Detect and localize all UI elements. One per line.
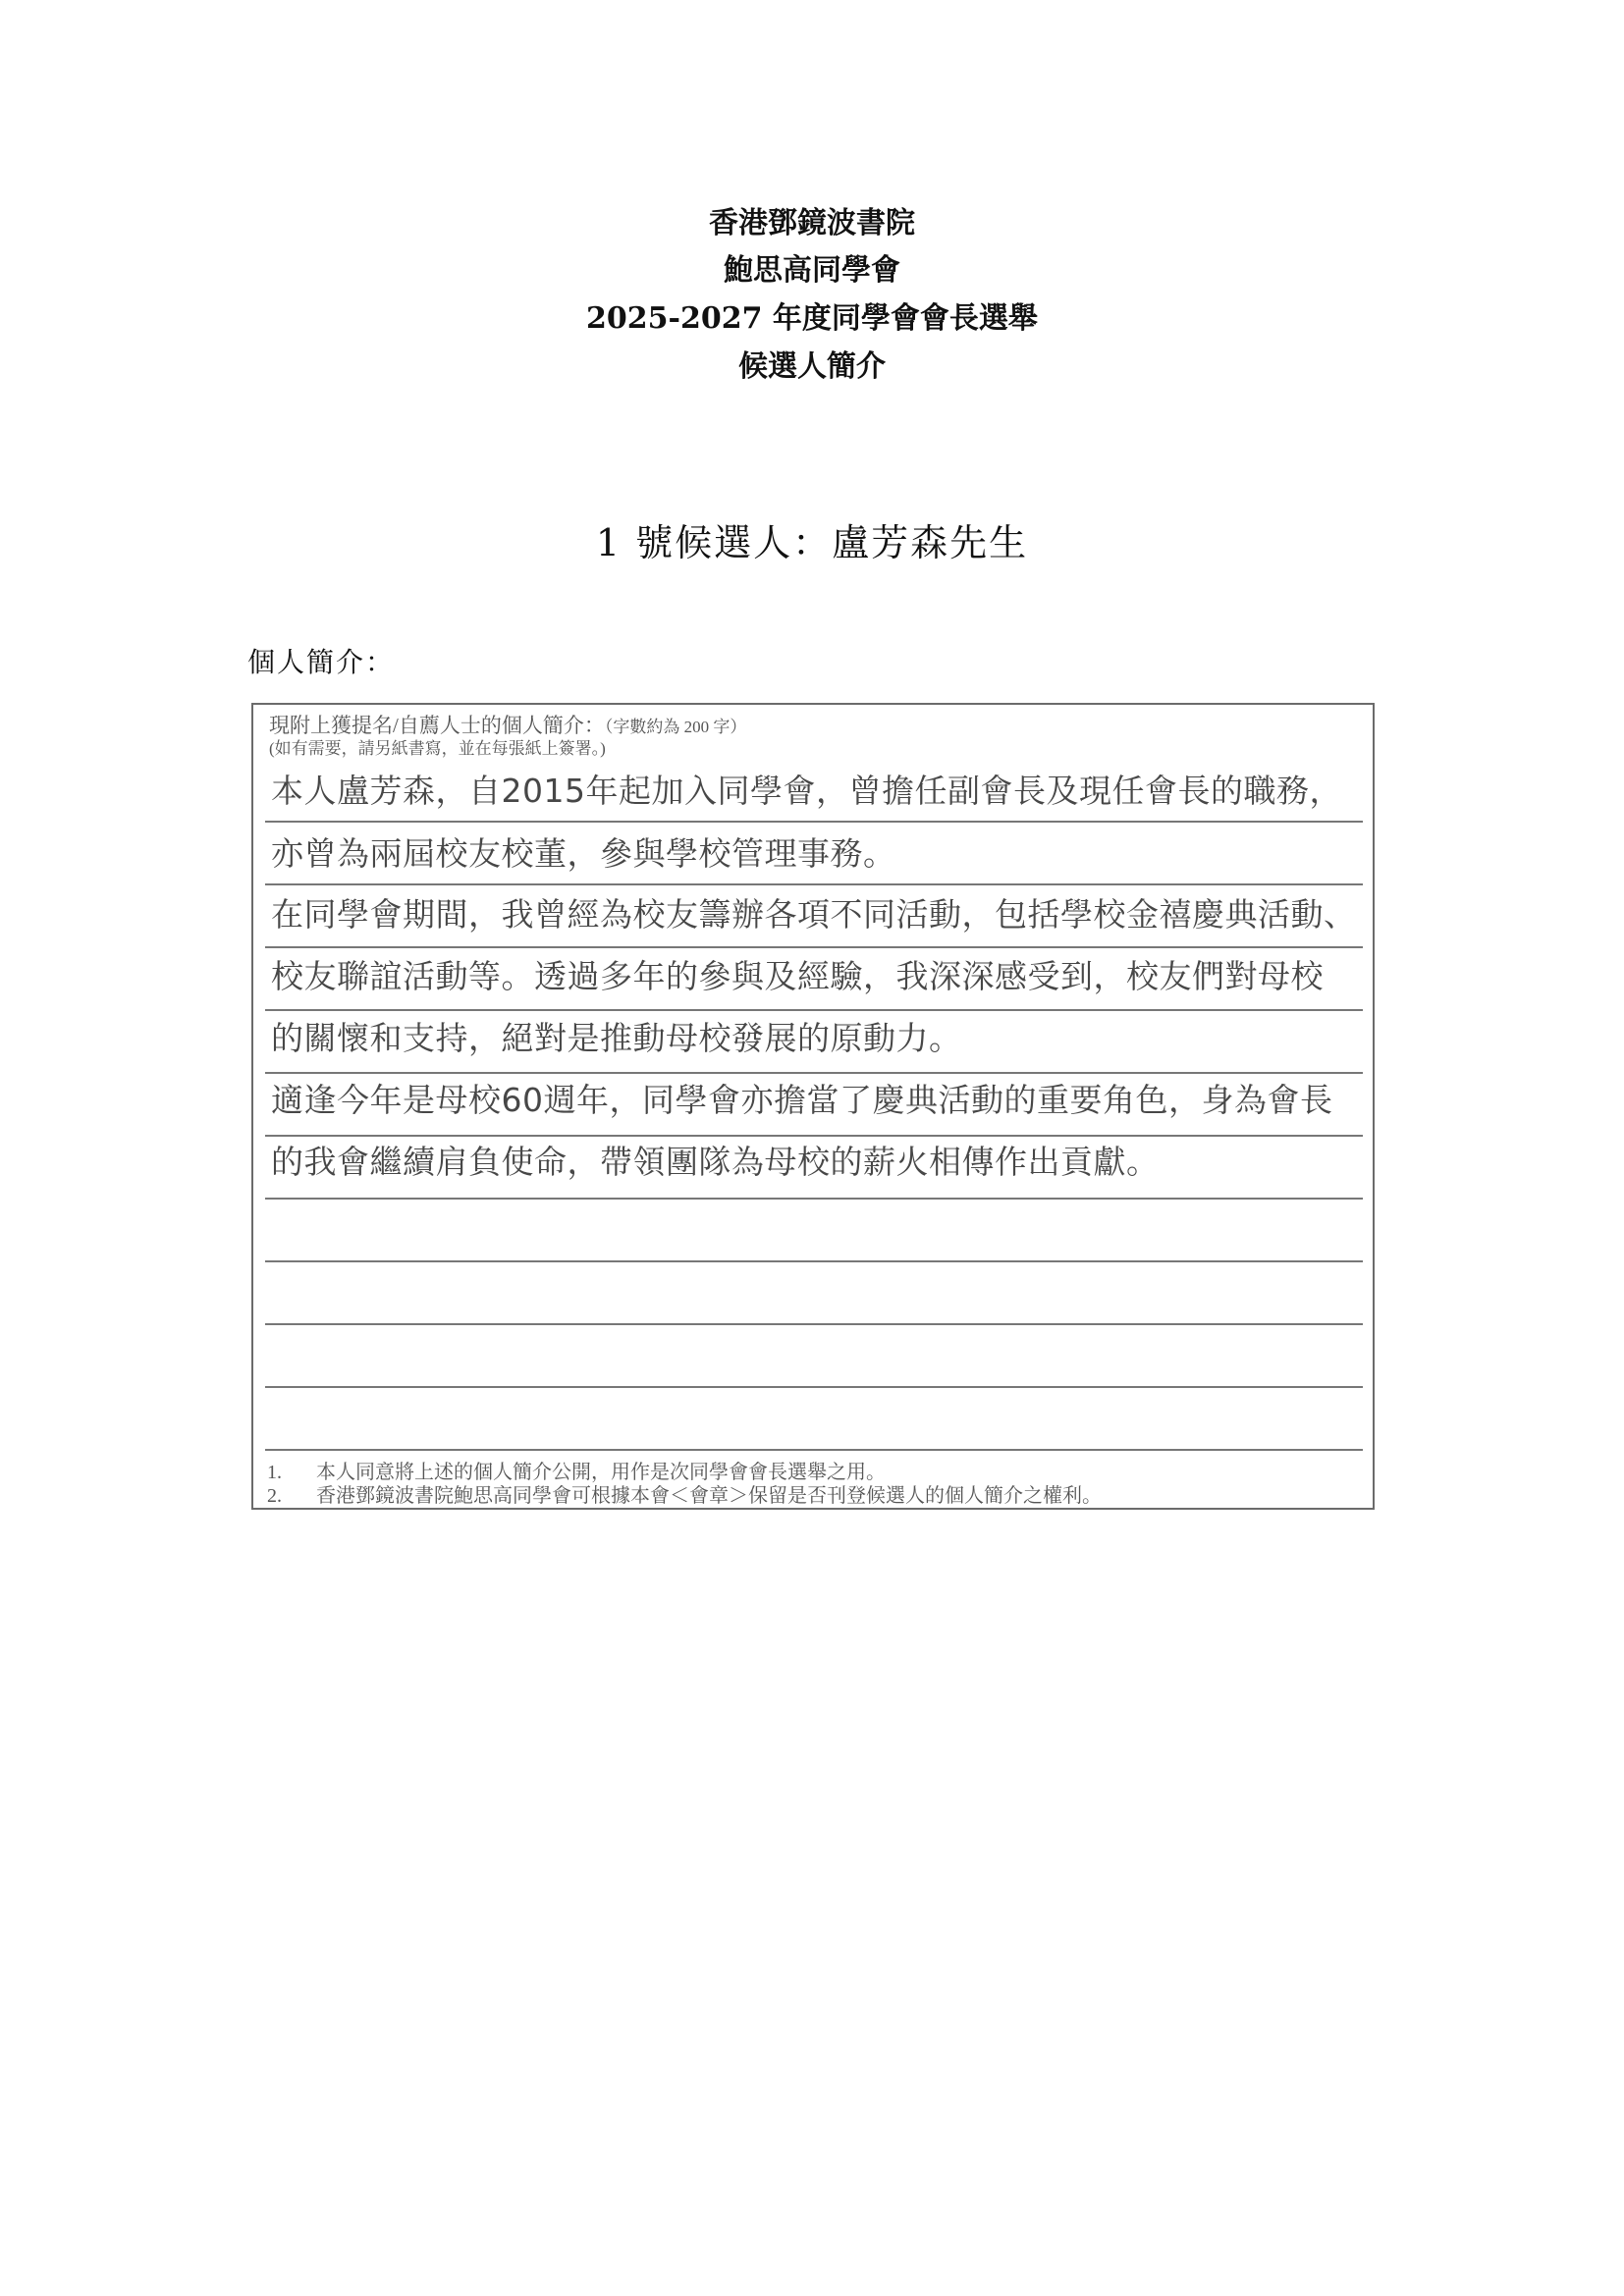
instruction-word-count: （字數約為 200 字） [604, 718, 747, 736]
profile-line: 的關懷和支持，絕對是推動母校發展的原動力。 [271, 1019, 962, 1057]
writing-rule [265, 1198, 1363, 1200]
writing-rule [265, 1323, 1363, 1325]
profile-line: 校友聯誼活動等。透過多年的參與及經驗，我深深感受到，校友們對母校 [271, 957, 1324, 995]
election-title: 2025-2027 年度同學會會長選舉 [586, 301, 1038, 336]
profile-form [251, 703, 1375, 1510]
writing-rule [265, 883, 1363, 885]
school-name: 香港鄧鏡波書院 [709, 206, 915, 240]
note-text: 香港鄧鏡波書院鮑思高同學會可根據本會＜會章＞保留是否刊登候選人的個人簡介之權利。 [316, 1485, 1102, 1507]
writing-rule [265, 1260, 1363, 1262]
rights-note [267, 1484, 1102, 1508]
candidate-heading: 1 號候選人：盧芳森先生 [595, 521, 1029, 564]
note-number: 1. [267, 1462, 282, 1483]
profile-line: 的我會繼續肩負使命，帶領團隊為母校的薪火相傳作出貢獻。 [271, 1143, 1160, 1181]
form-instruction-sub: (如有需要，請另紙書寫，並在每張紙上簽署。) [269, 739, 606, 758]
association-name: 鮑思高同學會 [724, 253, 900, 288]
instruction-main: 現附上獲提名/自薦人士的個人簡介： [269, 714, 605, 737]
writing-rule [265, 1449, 1363, 1451]
section-label: 個人簡介： [247, 646, 396, 678]
profile-line: 適逢今年是母校60週年，同學會亦擔當了慶典活動的重要角色，身為會長 [271, 1081, 1333, 1119]
consent-note [267, 1461, 886, 1484]
writing-rule [265, 946, 1363, 948]
writing-rule [265, 1072, 1363, 1074]
writing-rule [265, 821, 1363, 823]
note-text: 本人同意將上述的個人簡介公開，用作是次同學會會長選舉之用。 [316, 1462, 886, 1483]
note-number: 2. [267, 1485, 282, 1507]
form-instruction [269, 713, 746, 740]
writing-rule [265, 1135, 1363, 1137]
profile-line: 在同學會期間，我曾經為校友籌辦各項不同活動，包括學校金禧慶典活動、 [271, 895, 1357, 934]
writing-rule [265, 1386, 1363, 1388]
profile-line: 本人盧芳森，自2015年起加入同學會，曾擔任副會長及現任會長的職務， [271, 772, 1342, 810]
writing-rule [265, 1009, 1363, 1011]
document-title: 候選人簡介 [738, 349, 886, 384]
profile-line: 亦曾為兩屆校友校董，參與學校管理事務。 [271, 834, 896, 873]
